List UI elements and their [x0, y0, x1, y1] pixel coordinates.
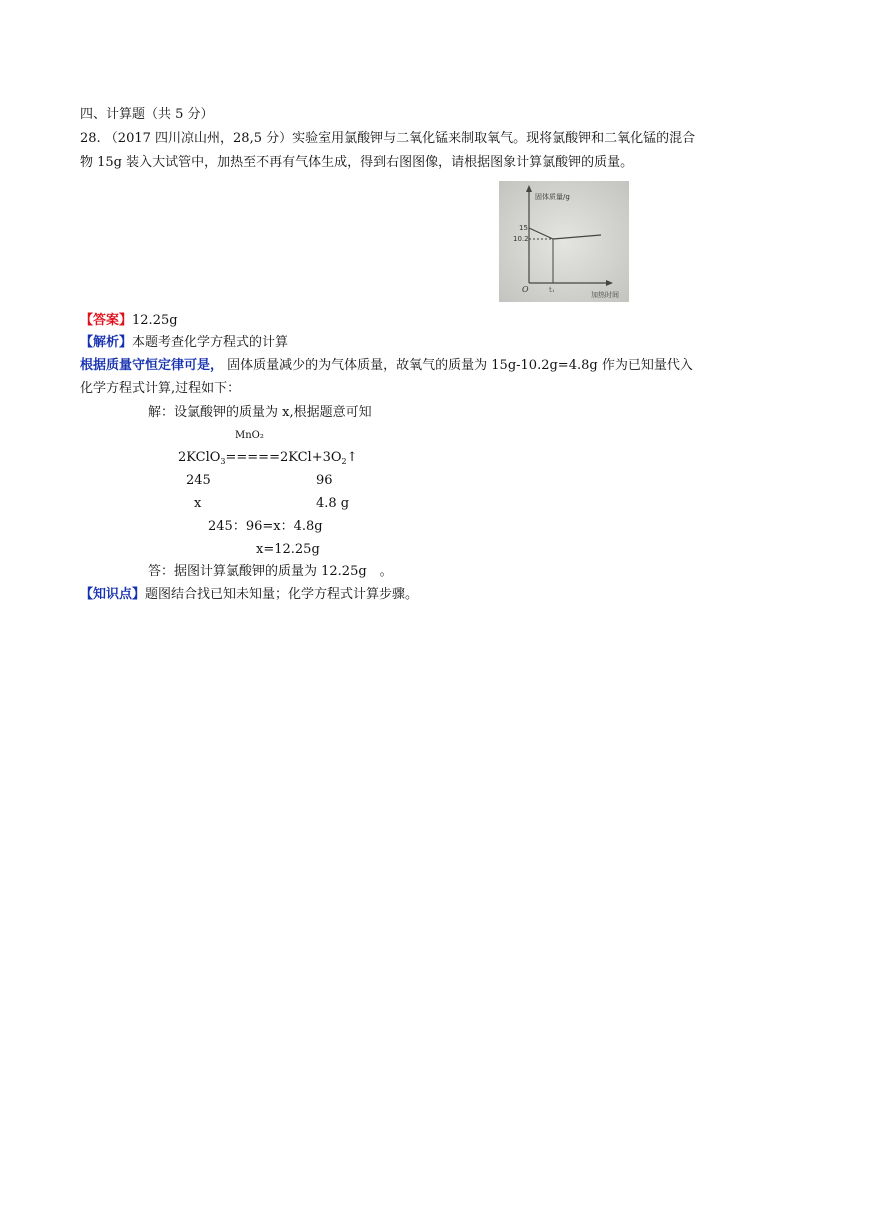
question-line-1: 28. （2017 四川凉山州，28,5 分）实验室用氯酸钾与二氧化锰来制取氧气。现将氯酸钾和二氧化锰的混合 — [80, 131, 696, 146]
y-tick-10-2: 10.2 — [513, 235, 529, 243]
answer-line — [80, 312, 178, 330]
analysis-body-line-1 — [80, 357, 693, 375]
eq-mid: =====2KCl+3O — [225, 450, 342, 465]
y-axis-label: 固体质量/g — [535, 193, 570, 201]
knowledge-text: 题图结合找已知未知量；化学方程式计算步骤。 — [145, 587, 419, 602]
answer-tag: 【答案】 — [80, 313, 133, 328]
mass-time-graph-photo — [499, 181, 629, 302]
chemical-equation — [178, 449, 358, 471]
x-tick-t1: t₁ — [549, 286, 555, 294]
y-tick-15: 15 — [519, 224, 528, 232]
molar-mass-right: 96 — [316, 473, 333, 488]
conclusion-line: 答：据图计算氯酸钾的质量为 12.25g 。 — [148, 564, 393, 579]
section-title: 四、计算题（共 5 分） — [80, 107, 214, 122]
analysis-text: 本题考查化学方程式的计算 — [132, 335, 289, 350]
analysis-body-1: 固体质量减少的为气体质量，故氧气的质量为 15g-10.2g=4.8g 作为已知量代入 — [223, 358, 693, 373]
x-axis-label: 加热时间 — [591, 291, 619, 299]
result-line: x=12.25g — [256, 542, 320, 557]
knowledge-line — [80, 586, 418, 604]
knowledge-tag: 【知识点】 — [80, 587, 146, 602]
analysis-line — [80, 334, 288, 352]
variable-left: x — [194, 496, 202, 511]
origin-label: O — [522, 285, 529, 294]
eq-arrow: ↑ — [346, 450, 358, 465]
analysis-body-line-2: 化学方程式计算,过程如下： — [80, 381, 241, 396]
analysis-highlight: 根据质量守恒定律可是， — [80, 358, 224, 373]
molar-mass-left: 245 — [186, 473, 211, 488]
eq-left: 2KClO — [178, 450, 221, 465]
eq-sub-1: 3 — [220, 457, 226, 466]
variable-right: 4.8 g — [316, 496, 350, 511]
ratio-line: 245：96=x：4.8g — [208, 519, 323, 534]
analysis-tag: 【解析】 — [80, 335, 133, 350]
catalyst-label: MnO₂ — [235, 430, 264, 441]
solution-intro: 解：设氯酸钾的质量为 x,根据题意可知 — [148, 405, 372, 420]
question-line-2: 物 15g 装入大试管中，加热至不再有气体生成，得到右图图像，请根据图象计算氯酸钾的质量。 — [80, 155, 634, 170]
answer-value: 12.25g — [132, 313, 178, 328]
eq-sub-2: 2 — [341, 457, 347, 466]
